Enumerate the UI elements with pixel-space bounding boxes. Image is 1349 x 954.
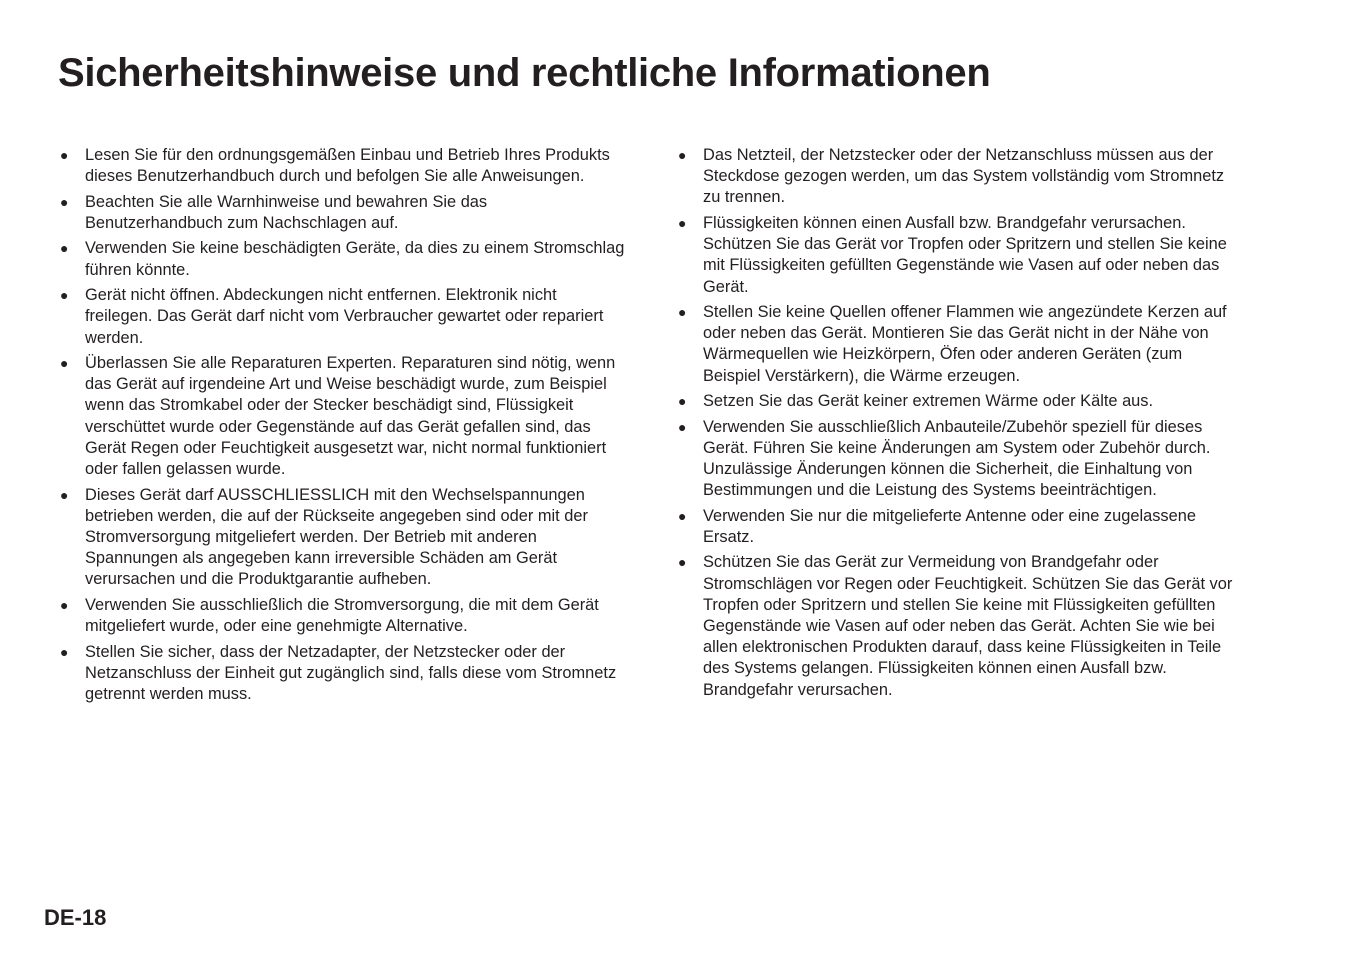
- list-item: [60, 595, 628, 637]
- list-item-text: Verwenden Sie ausschließlich die Stromversorgung, die mit dem Gerät mitgeliefert wurde, oder eine genehmigte Alternative.: [85, 595, 599, 636]
- list-item-text: Überlassen Sie alle Reparaturen Experten. Reparaturen sind nötig, wenn das Gerät auf irgendeine Art und Weise beschädigt wurde, zum Beispiel wenn das Stromkabel oder der Stecker beschädigt sind, Flüssigkeit verschüttet wurde oder Gegenstände auf das Gerät gefallen sind, das Gerät Regen oder Feuchtigkeit ausgesetzt war, nicht normal funktioniert oder fallen gelassen wurde.: [85, 354, 616, 479]
- list-item: [678, 391, 1240, 412]
- list-item-text: Setzen Sie das Gerät keiner extremen Wärme oder Kälte aus.: [703, 392, 1154, 411]
- list-item-text: Stellen Sie sicher, dass der Netzadapter, der Netzstecker oder der Netzanschluss der Einheit gut zugänglich sind, falls diese vom Stromnetz getrennt werden muss.: [85, 642, 617, 703]
- list-item: [678, 213, 1240, 298]
- list-item: [60, 145, 628, 187]
- list-item-text: Stellen Sie keine Quellen offener Flammen wie angezündete Kerzen auf oder neben das Gerät. Montieren Sie das Gerät nicht in der Nähe von Wärmequellen wie Heizkörpern, Öfen oder anderen Geräten (zum Beispiel Verstärkern), die Wärme erzeugen.: [703, 303, 1227, 385]
- bullet-icon: ●: [60, 240, 69, 257]
- list-item-text: Verwenden Sie keine beschädigten Geräte, da dies zu einem Stromschlag führen könnte.: [85, 239, 625, 279]
- list-item: [60, 192, 628, 234]
- list-item: [678, 552, 1240, 700]
- bullet-icon: ●: [678, 214, 687, 231]
- bullet-icon: ●: [678, 304, 687, 321]
- list-item: [678, 302, 1240, 387]
- bullet-icon: ●: [60, 643, 69, 660]
- bullet-icon: ●: [678, 507, 687, 524]
- list-item-text: Gerät nicht öffnen. Abdeckungen nicht entfernen. Elektronik nicht freilegen. Das Gerät darf nicht vom Verbraucher gewartet oder repariert werden.: [85, 286, 604, 347]
- list-item-text: Beachten Sie alle Warnhinweise und bewahren Sie das Benutzerhandbuch zum Nachschlagen auf.: [85, 192, 488, 232]
- list-item-text: Das Netzteil, der Netzstecker oder der Netzanschluss müssen aus der Steckdose gezogen werden, um das System vollständig vom Stromnetz zu trennen.: [703, 146, 1225, 207]
- bullet-icon: ●: [60, 287, 69, 304]
- list-item-text: Lesen Sie für den ordnungsgemäßen Einbau und Betrieb Ihres Produkts dieses Benutzerhandbuch durch und befolgen Sie alle Anweisungen.: [85, 146, 610, 186]
- safety-list-right: [678, 145, 1240, 705]
- bullet-icon: ●: [60, 147, 69, 163]
- bullet-icon: ●: [678, 147, 687, 163]
- bullet-icon: ●: [60, 193, 69, 210]
- bullet-icon: ●: [678, 554, 687, 571]
- list-item: [678, 417, 1240, 502]
- bullet-icon: ●: [60, 486, 69, 503]
- list-item: [678, 506, 1240, 548]
- list-item-text: Verwenden Sie ausschließlich Anbauteile/Zubehör speziell für dieses Gerät. Führen Sie keine Änderungen am System oder Zubehör durch. Unzulässige Änderungen können die Sicherheit, die Einhaltung von Bestimmungen und die Leistung des Systems beeinträchtigen.: [703, 417, 1211, 500]
- list-item: [678, 145, 1240, 209]
- bullet-icon: ●: [678, 393, 687, 410]
- list-item: [60, 238, 628, 280]
- list-item: [60, 285, 628, 349]
- page-title: Sicherheitshinweise und rechtliche Informationen: [58, 51, 991, 95]
- list-item-text: Schützen Sie das Gerät zur Vermeidung von Brandgefahr oder Stromschlägen vor Regen oder Feuchtigkeit. Schützen Sie das Gerät vor Tropfen oder Spritzern und stellen Sie keine mit Flüssigkeiten gefüllten Gegenstände wie Vasen auf oder neben das Gerät. Achten Sie wie bei allen elektronischen Produkten darauf, dass keine Flüssigkeiten in Teile des Systems gelangen. Flüssigkeiten können einen Ausfall bzw. Brandgefahr verursachen.: [703, 553, 1233, 699]
- list-item-text: Dieses Gerät darf AUSSCHLIESSLICH mit den Wechselspannungen betrieben werden, die auf der Rückseite angegeben sind oder mit der Stromversorgung mitgeliefert werden. Der Betrieb mit anderen Spannungen als angegeben kann irreversible Schäden am Gerät verursachen und die Produktgarantie aufheben.: [85, 485, 588, 589]
- list-item-text: Verwenden Sie nur die mitgelieferte Antenne oder eine zugelassene Ersatz.: [703, 506, 1196, 546]
- list-item: [60, 353, 628, 480]
- page-number: DE-18: [44, 905, 107, 930]
- list-item: [60, 485, 628, 591]
- safety-list-left: [60, 145, 628, 709]
- list-item: [60, 642, 628, 706]
- bullet-icon: ●: [60, 596, 69, 613]
- bullet-icon: ●: [60, 355, 69, 372]
- bullet-icon: ●: [678, 418, 687, 435]
- list-item-text: Flüssigkeiten können einen Ausfall bzw. Brandgefahr verursachen. Schützen Sie das Gerät vor Tropfen oder Spritzern und stellen Sie keine mit Flüssigkeiten gefüllten Gegenstände wie Vasen auf oder neben das Gerät.: [703, 213, 1227, 296]
